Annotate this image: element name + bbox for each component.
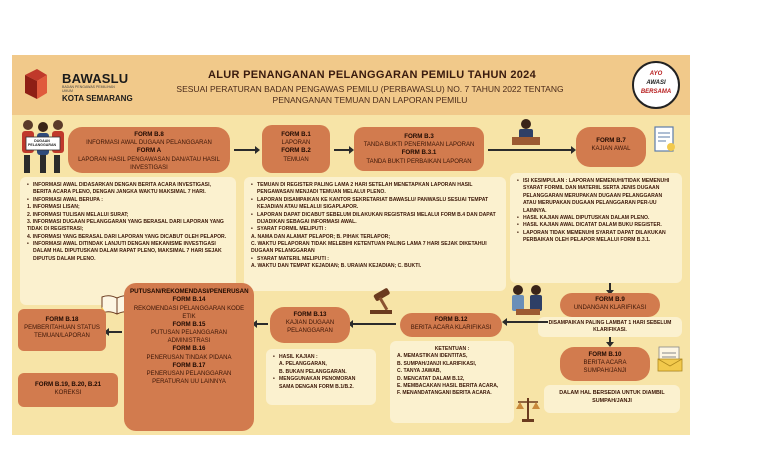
- form-b19-box: [18, 373, 118, 407]
- temuan-item: • LAPORAN DISAMPAIKAN KE KANTOR SEKRETARIAT BAWASLU/ PANWASLU SESUAI TEMPAT KEJADIAN ATAU MELALUI SIGAPLAPOR.: [251, 197, 499, 212]
- informasi-list-2: [27, 241, 229, 263]
- form-b8-line1: INFORMASI AWAL DUGAAN PELANGGARAN: [86, 140, 212, 147]
- info-subitem: 2. INFORMASI TULISAN MELALUI SURAT;: [27, 211, 129, 218]
- bawaslu-logo-icon: [21, 67, 49, 101]
- form-b31-line2: TANDA BUKTI PERBAIKAN LAPORAN: [366, 158, 472, 165]
- ketentuan-item: E. MEMBACAKAN HASIL BERITA ACARA,: [397, 382, 499, 389]
- note-hasil-kajian: [266, 349, 376, 405]
- kajian-subitem: B. BUKAN PELANGGARAN.: [279, 368, 347, 375]
- form-b3-code: FORM B.3: [404, 133, 434, 140]
- justice-scales-icon: [514, 395, 542, 423]
- note-sumpah: DALAM HAL BERSEDIA UNTUK DIAMBIL SUMPAH/JANJI: [544, 385, 680, 413]
- badge-line-1: AYO: [649, 71, 663, 77]
- brand-subtitle: BADAN PENGAWAS PEMILIHAN UMUM: [62, 85, 115, 93]
- temuan-subitem: A. NAMA DAN ALAMAT PELAPOR; B. PIHAK TERLAPOR;: [251, 233, 391, 240]
- temuan-sublist-2: [251, 263, 499, 270]
- temuan-item: • SYARAT FORMIL MELIPUTI :: [251, 226, 499, 233]
- info-subitem: 3. INFORMASI DUGAAN PELANGGARAN YANG BERASAL DARI LAPORAN YANG TIDAK DI REGISTRASI;: [27, 218, 224, 233]
- kesimpulan-item: • LAPORAN TIDAK MEMENUHI SYARAT DAPAT DILAKUKAN PERBAIKAN OLEH PELAPOR MELALUI FORM B.3.1.: [517, 230, 675, 245]
- arrow-b9-to-b12: [506, 321, 548, 323]
- ketentuan-item: D. MENCATAT DALAM B.12,: [397, 375, 465, 382]
- poster-header: [12, 55, 690, 115]
- form-b13-line1: KAJIAN DUGAAN PELANGGARAN: [285, 320, 335, 335]
- form-b19-line1: KOREKSI: [54, 390, 82, 397]
- form-b7-box: [576, 127, 646, 167]
- form-b9-box: [560, 293, 660, 317]
- meeting-people-illustration-icon: [508, 283, 546, 319]
- note-ketentuan: [390, 341, 514, 423]
- kesimpulan-item: • HASIL KAJIAN AWAL DICATAT DALAM BUKU REGISTER.: [517, 222, 675, 229]
- temuan-list-2: [251, 256, 499, 263]
- ketentuan-item: C. TANYA JAWAB,: [397, 368, 441, 375]
- form-b17-text: PENERUSAN PELANGGARAN PERATURAN UU LAINNYA: [146, 371, 232, 386]
- ketentuan-item: B. SUMPAH/JANJI KLARIFIKASI,: [397, 360, 477, 367]
- form-b18-box: [18, 309, 106, 351]
- form-b1-line1: LAPORAN: [281, 140, 311, 147]
- form-b18-line1: PEMBERITAHUAN STATUS TEMUAN/LAPORAN: [24, 325, 100, 340]
- form-b18-code: FORM B.18: [45, 316, 79, 323]
- informasi-list: [27, 182, 229, 204]
- putusan-title: PUTUSAN/REKOMENDASI/PENERUSAN: [130, 288, 249, 295]
- form-b1-box: [262, 125, 330, 173]
- gavel-icon: [368, 287, 400, 315]
- form-b17-code: FORM B.17: [172, 361, 206, 369]
- kesimpulan-list: [517, 178, 675, 244]
- ketentuan-list: [397, 353, 507, 397]
- kesimpulan-item: • ISI KESIMPULAN : LAPORAN MEMENUHI/TIDAK MEMENUHI SYARAT FORMIL DAN MATERIIL SERTA JENIS DUGAAN PELANGGARAN MERUPAKAN DUGAAN PELANGGARAN ATAU MERUPAKAN DUGAAN PELANGGARAN PER-UU LAINNYA.: [517, 178, 675, 215]
- form-b19-code: FORM B.19, B.20, B.21: [34, 381, 102, 388]
- putusan-box: [124, 283, 254, 431]
- form-b13-box: [270, 307, 350, 343]
- ayo-awasi-badge: [632, 61, 680, 109]
- info-item: • INFORMASI AWAL DITINDAK LANJUTI DENGAN MEKANISME INVESTIGASI DALAM HAL DIPUTUSKAN DALAM RAPAT PLENO, MAKSIMAL 7 HARI SEJAK DIPUTUS DALAM PLENO.: [27, 241, 229, 263]
- arrow-b8-to-b1: [234, 149, 256, 151]
- form-b16-text: PENERUSAN TINDAK PIDANA: [146, 354, 232, 361]
- form-b9-code: FORM B.9: [595, 296, 625, 303]
- poster-title: ALUR PENANGANAN PELANGGARAN PEMILU TAHUN 2024: [207, 69, 537, 81]
- envelope-icon: [656, 343, 684, 373]
- temuan-list: [251, 182, 499, 234]
- temuan-subitem: C. WAKTU PELAPORAN TIDAK MELEBIHI KETENTUAN PALING LAMA 7 HARI SEJAK DIKETAHUI DUGAAN PELANGGARAN: [251, 241, 487, 255]
- note-temuan-laporan: [244, 177, 506, 291]
- form-b2-line2: TEMUAN: [283, 156, 309, 163]
- ketentuan-item: F. MENANDATANGANI BERITA ACARA.: [397, 390, 492, 397]
- info-subitem: 1. INFORMASI LISAN;: [27, 204, 80, 211]
- kajian-list-2: [273, 376, 369, 391]
- form-a-line2: LAPORAN HASIL PENGAWASAN DAN/ATAU HASIL INVESTIGASI: [78, 156, 220, 171]
- badge-line-2: AWASI: [646, 80, 666, 86]
- temuan-item: • LAPORAN DAPAT DICABUT SEBELUM DILAKUKAN REGISTRASI MELALUI FORM B.4 DAN DAPAT DIJADIKAN SEBAGAI INFORMASI AWAL.: [251, 212, 499, 227]
- form-b12-line1: BERITA ACARA KLARIFIKASI: [410, 325, 492, 332]
- arrow-b13-to-putusan: [256, 323, 268, 325]
- temuan-subitem: A. WAKTU DAN TEMPAT KEJADIAN; B. URAIAN KEJADIAN; C. BUKTI.: [251, 263, 422, 270]
- note-undangan: DISAMPAIKAN PALING LAMBAT 1 HARI SEBELUM KLARIFIKASI.: [538, 317, 682, 337]
- arrow-putusan-to-b18: [108, 331, 122, 333]
- form-b14-code: FORM B.14: [172, 296, 206, 304]
- infographic-poster: [12, 55, 690, 435]
- form-b12-code: FORM B.12: [434, 316, 468, 323]
- form-b15-text: PUTUSAN PELANGGARAN ADMINISTRASI: [150, 330, 228, 345]
- kajian-list: [273, 354, 369, 361]
- info-subitem: 4. INFORMASI YANG BERASAL DARI LAPORAN YANG DICABUT OLEH PELAPOR.: [27, 233, 227, 240]
- kajian-subitem: A. PELANGGARAN,: [279, 361, 327, 368]
- document-check-icon: [652, 125, 678, 155]
- form-b10-code: FORM B.10: [588, 351, 622, 358]
- form-b1-code: FORM B.1: [281, 131, 311, 138]
- arrow-b1-to-b3: [334, 149, 350, 151]
- form-b15-code: FORM B.15: [172, 320, 206, 328]
- form-b12-box: [400, 313, 502, 337]
- form-b10-line1: BERITA ACARA SUMPAH/JANJI: [583, 360, 627, 375]
- temuan-sublist: [251, 234, 499, 256]
- officer-desk-illustration-icon: [510, 117, 542, 147]
- brand-city: KOTA SEMARANG: [62, 94, 133, 103]
- subtitle-line-1: SESUAI PERATURAN BADAN PENGAWAS PEMILU (PERBAWASLU) NO. 7 TAHUN 2022 TENTANG: [176, 84, 564, 94]
- note-kesimpulan: [510, 173, 682, 283]
- form-b8-box: [68, 127, 230, 173]
- form-a-code: FORM A: [136, 147, 162, 155]
- ketentuan-item: A. MEMASTIKAN IDENTITAS,: [397, 353, 468, 360]
- info-item: • INFORMASI AWAL DIDASARKAN DENGAN BERITA ACARA INVESTIGASI, BERITA ACARA PLENO, DENGAN JANGKA WAKTU MAKSIMAL 7 HARI.: [27, 182, 229, 197]
- ketentuan-title: KETENTUAN :: [434, 346, 470, 352]
- kesimpulan-item: • HASIL KAJIAN AWAL DIPUTUSKAN DALAM PLENO.: [517, 215, 675, 222]
- form-b2-code: FORM B.2: [281, 147, 311, 155]
- form-b3-line1: TANDA BUKTI PENERIMAAN LAPORAN: [363, 142, 475, 149]
- informasi-sublist: [27, 204, 229, 241]
- poster-subtitle: [140, 84, 600, 107]
- badge-line-3: BERSAMA: [640, 89, 672, 95]
- arrow-b7-to-b9: [609, 283, 611, 291]
- kajian-item: • HASIL KAJIAN :: [273, 354, 369, 361]
- arrow-b9-to-b10: [609, 337, 611, 343]
- brand-name: BAWASLU: [62, 71, 129, 86]
- form-b8-code: FORM B.8: [134, 131, 164, 138]
- temuan-item: • SYARAT MATERIL MELIPUTI :: [251, 256, 499, 263]
- subtitle-line-2: PENANGANAN TEMUAN DAN LAPORAN PEMILU: [272, 95, 468, 106]
- arrow-b3-to-b7: [488, 149, 572, 151]
- arrow-b12-to-b13: [352, 323, 396, 325]
- form-b3-box: [354, 127, 484, 171]
- form-b9-line1: UNDANGAN KLARIFIKASI: [573, 305, 647, 312]
- form-b16-code: FORM B.16: [172, 345, 206, 353]
- form-b31-code: FORM B.3.1: [401, 149, 437, 157]
- kajian-sublist: [273, 361, 369, 376]
- form-b7-code: FORM B.7: [596, 137, 626, 144]
- form-b7-line1: KAJIAN AWAL: [591, 146, 631, 153]
- temuan-item: • TEMUAN DI REGISTER PALING LAMA 2 HARI SETELAH MENETAPKAN LAPORAN HASIL PENGAWASAN MENJADI TEMUAN MELALUI PLENO.: [251, 182, 499, 197]
- form-b13-code: FORM B.13: [293, 311, 327, 318]
- form-b14-text: REKOMENDASI PELANGGARAN KODE ETIK: [133, 305, 245, 320]
- info-item: • INFORMASI AWAL BERUPA :: [27, 197, 229, 204]
- protest-sign-text: DUGAAN PELANGGARAN: [28, 139, 57, 148]
- form-b10-box: [560, 347, 650, 381]
- kajian-item: • MENGGUNAKAN PENOMORAN SAMA DENGAN FORM B.1/B.2.: [273, 376, 369, 391]
